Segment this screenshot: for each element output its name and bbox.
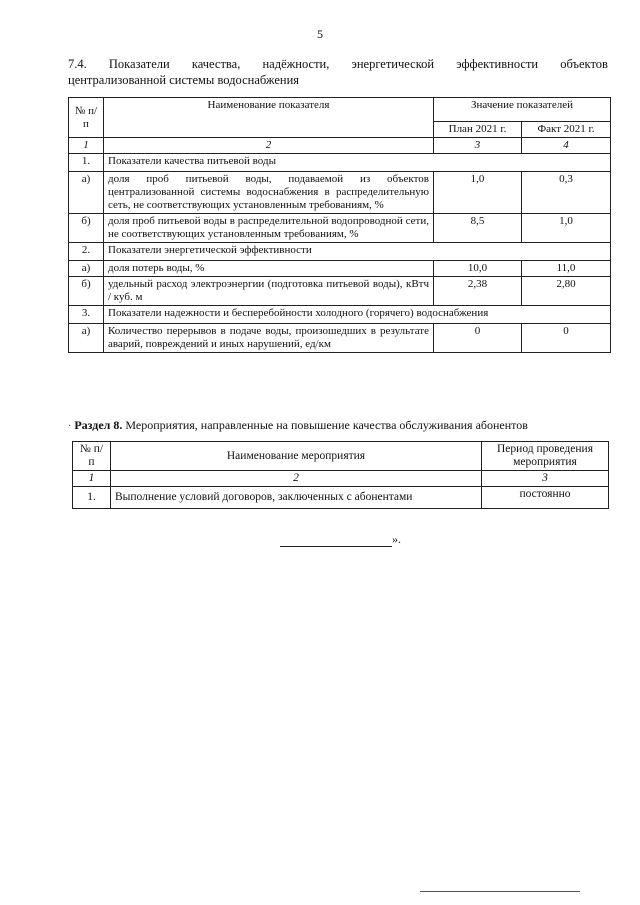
row-num: а) xyxy=(69,324,104,353)
indicator-name: доля проб питьевой воды в распределительной водопроводной сети, не соответствующих установленным требованиям, % xyxy=(104,214,434,243)
plan-value: 1,0 xyxy=(434,172,522,214)
heading-word: качества, xyxy=(191,57,241,71)
group-row xyxy=(69,306,611,324)
fact-value: 2,80 xyxy=(522,277,611,306)
measures-table xyxy=(72,441,609,509)
row-num: а) xyxy=(69,172,104,214)
row-num: а) xyxy=(69,261,104,277)
column-number: 3 xyxy=(434,138,522,154)
plan-value: 0 xyxy=(434,324,522,353)
bullet-mark: · xyxy=(68,421,72,432)
plan-value: 10,0 xyxy=(434,261,522,277)
indicator-name: удельный расход электроэнергии (подготовка питьевой воды), кВтч / куб. м xyxy=(104,277,434,306)
row-num: б) xyxy=(69,214,104,243)
header-plan: План 2021 г. xyxy=(434,122,522,138)
column-number: 4 xyxy=(522,138,611,154)
heading-word: надёжности, xyxy=(262,57,330,71)
closing-signature xyxy=(280,532,401,547)
fact-value: 0 xyxy=(522,324,611,353)
column-number: 2 xyxy=(111,471,482,487)
header-fact: Факт 2021 г. xyxy=(522,122,611,138)
heading-line-2: централизованной системы водоснабжения xyxy=(68,73,300,87)
indicator-name: Количество перерывов в подаче воды, произошедших в результате аварий, повреждений и иных нарушений, ед/км xyxy=(104,324,434,353)
fact-value: 0,3 xyxy=(522,172,611,214)
fact-value: 1,0 xyxy=(522,214,611,243)
indicator-name: доля потерь воды, % xyxy=(104,261,434,277)
section-8-label: Раздел 8. xyxy=(74,418,123,432)
measure-name: Выполнение условий договоров, заключенных с абонентами xyxy=(111,487,482,509)
header-values: Значение показателей xyxy=(434,98,611,122)
group-title: Показатели энергетической эффективности xyxy=(104,243,611,261)
indicator-row xyxy=(69,261,611,277)
column-number: 1 xyxy=(73,471,111,487)
plan-value: 2,38 xyxy=(434,277,522,306)
column-number: 2 xyxy=(104,138,434,154)
section-8-title: Мероприятия, направленные на повышение качества обслуживания абонентов xyxy=(125,418,528,432)
header-measure-name: Наименование мероприятия xyxy=(111,442,482,471)
closing-quote: ». xyxy=(392,532,401,546)
group-title: Показатели надежности и бесперебойности холодного (горячего) водоснабжения xyxy=(104,306,611,324)
group-row xyxy=(69,243,611,261)
plan-value: 8,5 xyxy=(434,214,522,243)
signature-line xyxy=(280,534,392,547)
header-num: № п/п xyxy=(73,442,111,471)
column-number: 3 xyxy=(482,471,609,487)
bottom-rule xyxy=(420,891,580,892)
measure-period: постоянно xyxy=(482,487,609,509)
section-8-heading xyxy=(68,418,528,433)
heading-word: энергетической xyxy=(351,57,435,71)
header-period: Период проведения мероприятия xyxy=(482,442,609,471)
heading-word: эффективности xyxy=(456,57,539,71)
header-num: № п/п xyxy=(69,98,104,138)
measure-num: 1. xyxy=(73,487,111,509)
heading-word: 7.4. xyxy=(68,57,87,71)
header-indicator-name: Наименование показателя xyxy=(104,98,434,138)
heading-word: Показатели xyxy=(108,57,170,71)
group-title: Показатели качества питьевой воды xyxy=(104,154,611,172)
heading-line-1 xyxy=(68,56,608,72)
indicator-row xyxy=(69,172,611,214)
row-num: б) xyxy=(69,277,104,306)
indicator-row xyxy=(69,214,611,243)
indicator-name: доля проб питьевой воды, подаваемой из объектов централизованной системы водоснабжения в распределительную сеть, не соответствующих установленным требованиям, % xyxy=(104,172,434,214)
page-number: 5 xyxy=(317,27,323,41)
row-num: 1. xyxy=(69,154,104,172)
row-num: 3. xyxy=(69,306,104,324)
indicator-row xyxy=(69,277,611,306)
group-row xyxy=(69,154,611,172)
indicator-row xyxy=(69,324,611,353)
heading-word: объектов xyxy=(560,57,608,71)
indicators-table xyxy=(68,97,611,353)
section-7-4-heading xyxy=(68,56,608,88)
column-number: 1 xyxy=(69,138,104,154)
fact-value: 11,0 xyxy=(522,261,611,277)
row-num: 2. xyxy=(69,243,104,261)
